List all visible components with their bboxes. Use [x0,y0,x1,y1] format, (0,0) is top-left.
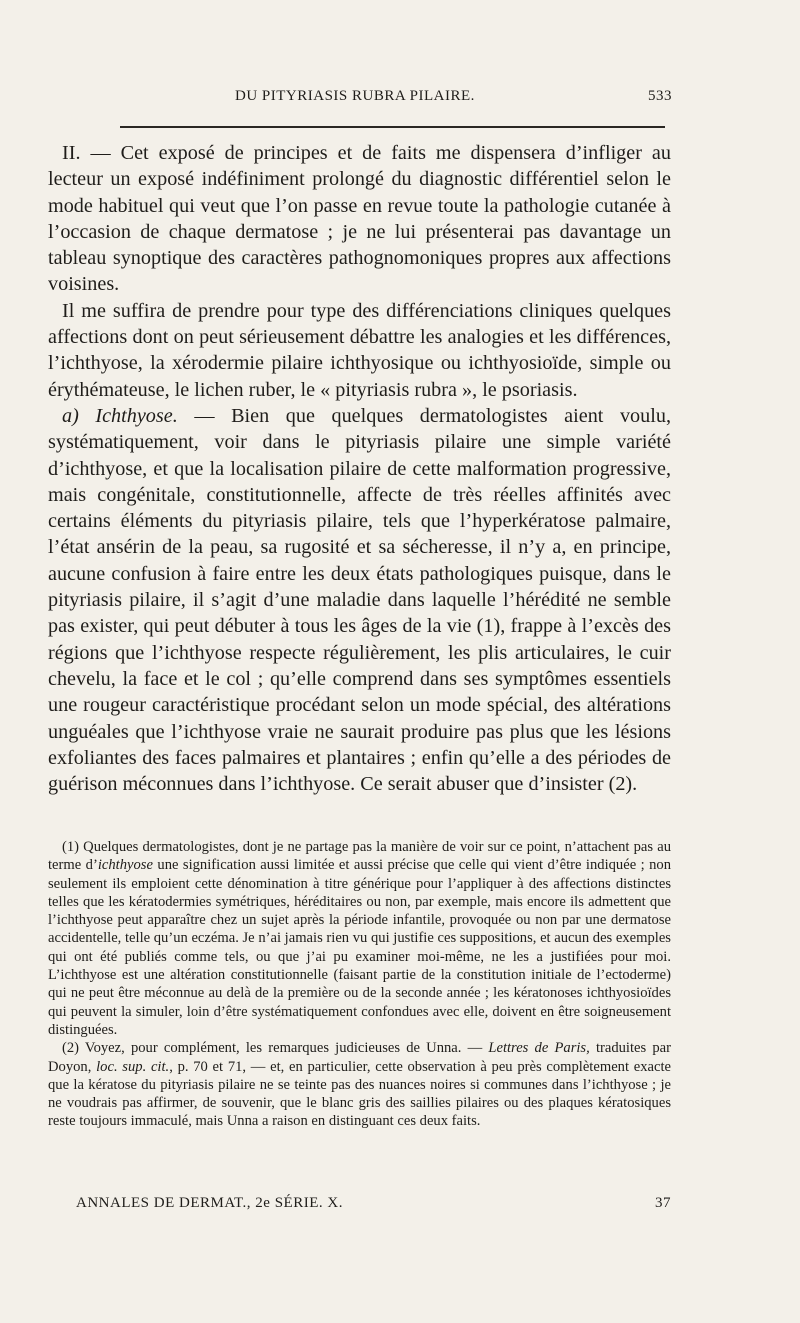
footnote-1-text-a: (1) Quelques dermatologistes, dont je ne partage pas la manière de voir sur ce point, n’attachent pas au terme d’ [48,839,671,874]
footnote-2-title: Lettres de Paris, [488,1040,590,1057]
paragraph-1: II. — Cet exposé de principes et de faits me dispensera d’infliger au lecteur un exposé indéfiniment prolongé du diagnostic différentiel selon le mode habituel qui veut que l’on passe en revue toute la pathologie cutanée à l’occasion de chaque dermatose ; je ne lui présenterai pas davantage un tableau synoptique des caractères pathognomoniques propres aux affections voisines. [48,142,671,296]
running-title: DU PITYRIASIS RUBRA PILAIRE. [235,88,475,104]
paragraph-3-text: — Bien que quelques dermatologistes aient voulu, systématiquement, voir dans le pityriasis pilaire une simple variété d’ichthyose, et que la localisation pilaire de cette malformation progressive, mais congénitale, constitutionnelle, affecte de très réelles affinités avec certains éléments du pityriasis pilaire, tels que l’hyperkératose palmaire, l’état ansérin de la peau, sa rugosité et sa sécheresse, il n’y a, en principe, aucune confusion à faire entre les deux états pathologiques puisque, dans le pityriasis pilaire, il s’agit d’une maladie dans laquelle l’hérédité ne semble pas exister, qui peut débuter à tous les âges de la vie (1), frappe à l’excès des régions que l’ichthyose respecte régulièrement, les plis articulaires, le cuir chevelu, la face et le col ; qu’elle comprend dans ses symptômes essentiels une rougeur caractéristique procédant selon un mode spécial, des altérations unguéales que l’ichthyose vraie ne saurait produire pas plus que les lésions exfoliantes des faces palmaires et plantaires ; enfin qu’elle a des périodes de guérison méconnues dans l’ichthyose. Ce serait abuser que d’insister (2). [48,404,671,796]
footnotes [48,838,671,1131]
signature-mark: 37 [655,1195,671,1211]
footnote-1-text-b: une signification aussi limitée et aussi précise que celle qui vient d’être indiquée ; non seulement ils emploient cette dénomination à titre générique pour l’appliquer à des affections distinctes telles que les kératodermies symétriques, héréditaires ou non, par exemple, mais encore ils admettent que l’ichthyose peut apparaître chez un sujet après la période infantile, provoquée ou non par une dermatose accidentelle, telle qu’un eczéma. Je n’ai jamais rien vu qui justifie ces suppositions, et aucun des exemples qui ont été publiés comme tels, ou que j’ai pu examiner moi-même, ne les a justifiées pour moi. L’ichthyose est une altération constitutionnelle (faisant partie de la constitution initiale de l’ectoderme) qui ne peut être méconnue au delà de la première ou de la seconde année ; les kératonoses ichthyosioïdes qui peuvent la simuler, loin d’être systématiquement confondues avec elle, doivent en être soigneusement distinguées. [48,857,672,1038]
footnote-2-citation: loc. sup. cit. [96,1058,170,1075]
footnote-1 [48,838,671,1039]
main-text [48,140,671,797]
footnote-2-text-b: traduites par Doyon, [48,1040,672,1075]
section-label: a) Ichthyose. [62,404,178,427]
footnote-2-text-a: (2) Voyez, pour complément, les remarques judicieuses de Unna. — [62,1040,489,1057]
footnote-2-text-c: , p. 70 et 71, — et, en particulier, cette observation à peu près complètement exacte que la kératose du pityriasis pilaire ne se teinte pas des nuances noires si communes dans l’ichthyose ; je ne voudrais pas affirmer, de souvenir, que le blanc gris des saillies pilaires ou des plaques kératosiques reste toujours immaculé, mais Unna a raison en distinguant ces deux faits. [48,1058,672,1130]
footnote-1-term: ichthyose [97,857,153,874]
page-number: 533 [648,88,672,104]
paragraph-3 [48,403,671,797]
footnote-2 [48,1039,671,1130]
journal-line: ANNALES DE DERMAT., 2e SÉRIE. X. [76,1195,343,1211]
paragraph-2: Il me suffira de prendre pour type des différenciations cliniques quelques affections dont on peut sérieusement débattre les analogies et les différences, l’ichthyose, la xérodermie pilaire ichthyosique ou ichthyosioïde, simple ou érythémateuse, le lichen ruber, le « pityriasis rubra », le psoriasis. [48,299,671,401]
header-rule [120,126,665,128]
